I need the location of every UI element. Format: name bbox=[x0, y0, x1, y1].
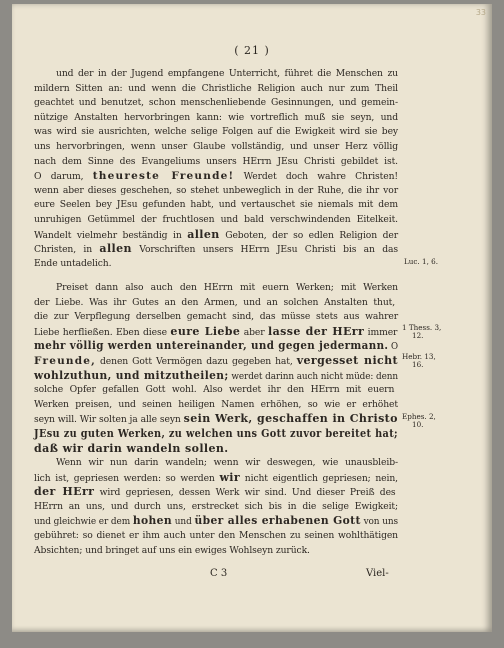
emphasized-text: allen bbox=[99, 242, 132, 256]
text-line bbox=[34, 169, 398, 184]
margin-note-thess: 1 Thess. 3, bbox=[402, 323, 442, 332]
text-segment: gebühret: so dienet er ihm auch unter den Menschen zu seinen wohlthätigen bbox=[34, 529, 398, 541]
text-segment: Christen, in bbox=[34, 244, 100, 256]
text-line bbox=[34, 96, 398, 111]
text-segment: geachtet und benutzet, schon menschenliebende Gesinnungen, und gemein- bbox=[34, 97, 398, 109]
text-line bbox=[34, 242, 398, 257]
emphasized-text: JEsu zu guten Werken, zu welchen uns Gott zuvor bereitet hat; bbox=[34, 426, 398, 440]
text-segment: Geboten, der so edlen Religion der bbox=[219, 229, 398, 241]
emphasized-text: vergesset nicht bbox=[296, 353, 398, 367]
text-segment: was wird sie ausrichten, welche selige Folgen auf die Ewigkeit wird sie bey bbox=[34, 126, 398, 138]
paragraph-1 bbox=[34, 67, 398, 271]
book-page bbox=[12, 4, 492, 632]
text-segment: nützige Anstalten hervorbringen kann: wie vortreflich muß sie seyn, und bbox=[34, 111, 398, 123]
text-segment: wenn aber dieses geschehen, so stehet unbeweglich in der Ruhe, die ihr vor bbox=[34, 184, 398, 196]
emphasized-text: sein Werk, geschaffen in Christo bbox=[183, 412, 398, 426]
text-segment: und bbox=[172, 516, 195, 528]
emphasized-text: der HErr bbox=[34, 485, 95, 499]
text-line bbox=[34, 368, 398, 384]
margin-note-ephes: Ephes. 2, bbox=[402, 412, 436, 421]
text-line bbox=[34, 485, 398, 500]
text-line bbox=[34, 412, 398, 427]
text-line bbox=[34, 228, 398, 243]
emphasized-text: theureste Freunde! bbox=[92, 170, 235, 183]
text-segment: mildern Sitten an: und wenn die Christliche Religion auch nur zum Theil bbox=[34, 82, 398, 94]
text-segment: unruhigen Getümmel der fruchtlosen und bald verschwindenden Eitelkeit. bbox=[34, 213, 398, 225]
text-line bbox=[34, 471, 398, 486]
text-segment: HErrn an uns, und durch uns, erstrecket sich bis in die selige Ewigkeit; bbox=[34, 500, 398, 512]
emphasized-text: lasse der HErr bbox=[268, 324, 365, 338]
text-segment: O bbox=[388, 341, 398, 353]
margin-note-luke: Luc. 1, 6. bbox=[404, 257, 438, 266]
text-segment: wird gepriesen, dessen Werk wir sind. Und dieser Preiß des bbox=[94, 487, 396, 499]
page-corner-mark: 33 bbox=[475, 8, 486, 17]
text-line bbox=[34, 339, 398, 354]
text-segment: immer bbox=[364, 326, 398, 338]
text-line bbox=[34, 184, 398, 199]
text-line bbox=[34, 82, 398, 97]
text-segment: werdet darinn auch nicht müde: denn bbox=[228, 370, 398, 382]
text-segment: Werken preisen, und seinen heiligen Namen erhöhen, so wie er erhöhet bbox=[34, 398, 398, 410]
text-line bbox=[34, 198, 398, 213]
text-line bbox=[34, 500, 398, 515]
text-segment: Preiset dann also auch den HErrn mit euern Werken; mit Werken bbox=[56, 282, 398, 293]
emphasized-text: hohen bbox=[132, 514, 173, 528]
margin-note-hebr-verse: 16. bbox=[412, 360, 424, 369]
emphasized-text: über alles erhabenen Gott bbox=[194, 514, 361, 528]
text-line bbox=[34, 257, 398, 272]
text-line bbox=[34, 383, 398, 398]
text-line bbox=[34, 354, 398, 369]
text-segment: von uns bbox=[360, 516, 398, 528]
paragraph-2 bbox=[34, 281, 398, 456]
text-segment: solche Opfer gefallen Gott wohl. Also werdet ihr den HErrn mit euern bbox=[34, 384, 395, 396]
text-line bbox=[34, 140, 398, 155]
text-line bbox=[34, 296, 398, 311]
emphasized-text: wir bbox=[219, 470, 241, 484]
text-line bbox=[34, 310, 398, 325]
text-segment: und gleichwie er dem bbox=[34, 516, 133, 528]
text-segment: Wandelt vielmehr beständig in bbox=[34, 229, 188, 241]
text-segment: seyn will. Wir solten ja alle seyn bbox=[34, 414, 184, 426]
text-segment: Vorschriften unsers HErrn JEsu Christi bis an das bbox=[131, 244, 398, 256]
text-line bbox=[34, 442, 398, 457]
text-line bbox=[34, 125, 398, 140]
signature-mark: C 3 bbox=[210, 568, 228, 579]
emphasized-text: daß wir darin wandeln sollen. bbox=[34, 441, 229, 455]
text-line bbox=[34, 456, 398, 471]
text-segment: denen Gott Vermögen dazu gegeben hat, bbox=[96, 355, 297, 367]
text-line bbox=[34, 281, 398, 296]
text-line bbox=[34, 426, 398, 442]
page-number-header: ( 21 ) bbox=[234, 44, 270, 57]
text-segment: Ende untadelich. bbox=[34, 257, 112, 269]
catchword: Viel- bbox=[366, 568, 389, 579]
text-segment: die zur Verpflegung derselben gemacht sind, das müsse stets aus wahrer bbox=[34, 311, 398, 323]
text-segment: lich ist, gepriesen werden: so werden bbox=[34, 472, 220, 484]
emphasized-text: mehr völlig werden untereinander, und gegen jedermann. bbox=[34, 339, 389, 353]
text-segment: der Liebe. Was ihr Gutes an den Armen, und an solchen Anstalten thut, bbox=[34, 296, 396, 308]
text-line bbox=[34, 67, 398, 82]
text-segment: Absichten; und bringet auf uns ein ewiges Wohlseyn zurück. bbox=[34, 544, 310, 556]
text-line bbox=[34, 325, 398, 340]
text-segment: Werdet doch wahre Christen! bbox=[234, 171, 398, 183]
text-line bbox=[34, 398, 398, 413]
text-segment: nicht eigentlich gepriesen; nein, bbox=[240, 472, 398, 484]
emphasized-text: Freunde, bbox=[34, 354, 97, 367]
paragraph-3 bbox=[34, 456, 398, 558]
text-line bbox=[34, 213, 398, 228]
margin-note-hebr: Hebr. 13, bbox=[402, 352, 436, 361]
text-segment: Wenn wir nun darin wandeln; wenn wir deswegen, wie unausbleib- bbox=[56, 457, 398, 468]
text-line bbox=[34, 514, 398, 529]
text-segment: Liebe herfließen. Eben diese bbox=[34, 326, 171, 338]
emphasized-text: eure Liebe bbox=[170, 324, 241, 338]
emphasized-text: allen bbox=[187, 227, 220, 241]
text-segment: nach dem Sinne des Evangeliums unsers HErrn JEsu Christi gebildet ist. bbox=[34, 155, 398, 167]
text-line bbox=[34, 111, 398, 126]
text-segment: eure Seelen bey JEsu gefunden habt, und vertauschet sie niemals mit dem bbox=[34, 199, 398, 211]
margin-note-ephes-verse: 10. bbox=[412, 420, 424, 429]
text-segment: aber bbox=[240, 326, 269, 338]
text-segment: uns hervorbringen, wenn unser Glaube vollständig, und unser Herz völlig bbox=[34, 140, 398, 152]
text-line bbox=[34, 155, 398, 170]
text-line bbox=[34, 544, 398, 559]
text-segment: O darum, bbox=[34, 171, 93, 183]
text-line bbox=[34, 529, 398, 544]
emphasized-text: wohlzuthun, und mitzutheilen; bbox=[34, 368, 229, 382]
margin-note-thess-verse: 12. bbox=[412, 331, 424, 340]
text-segment: und der in der Jugend empfangene Unterricht, führet die Menschen zu bbox=[56, 68, 398, 79]
